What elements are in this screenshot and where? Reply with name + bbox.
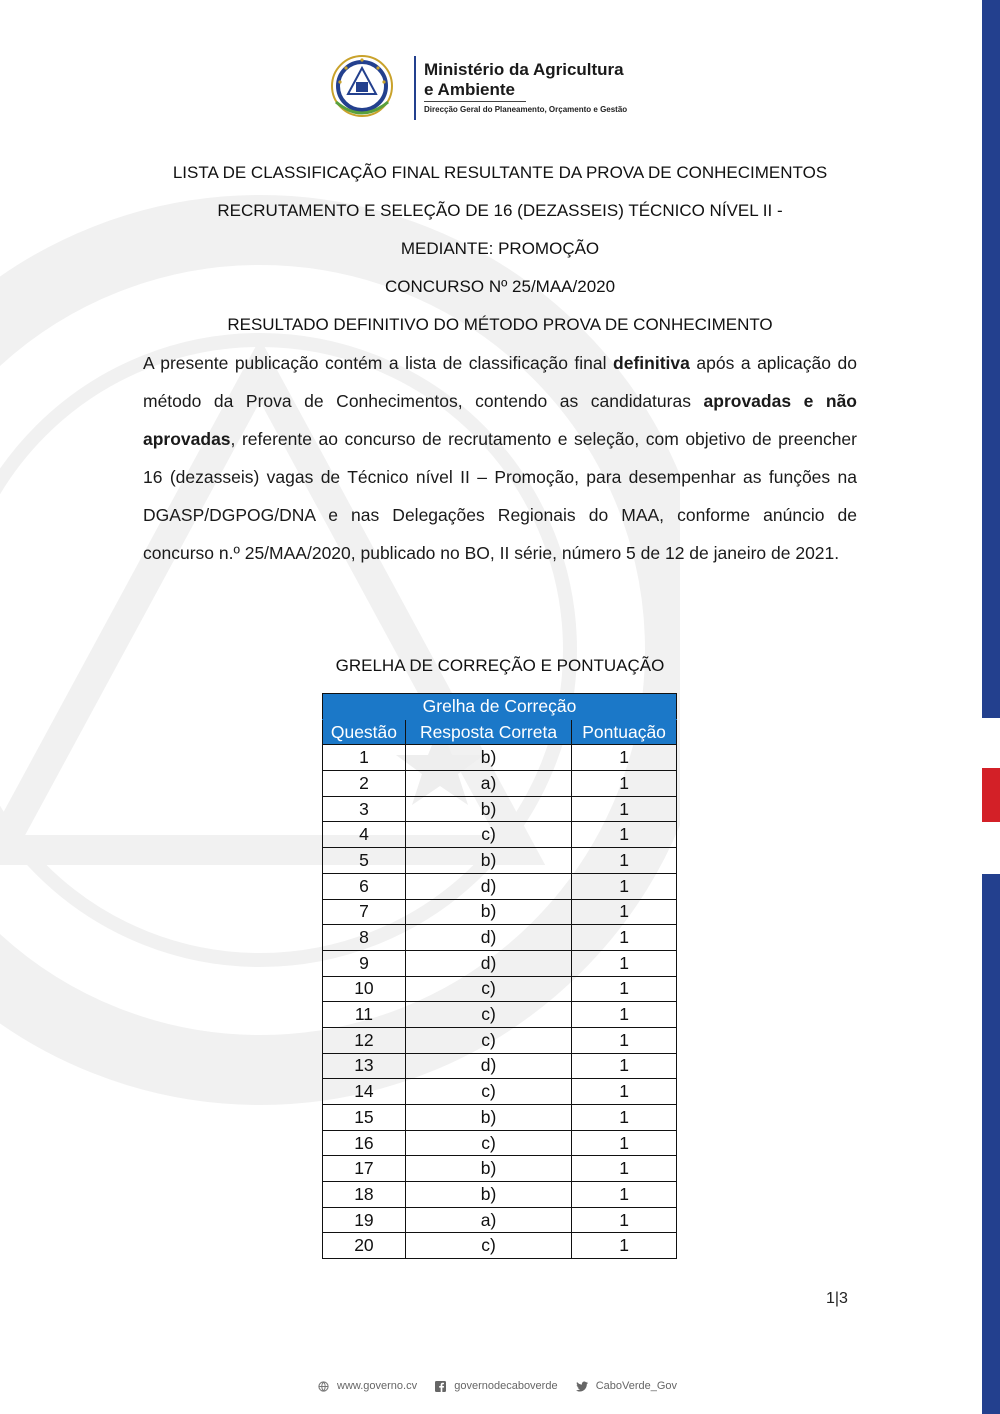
- cell-resposta: c): [405, 1130, 571, 1156]
- table-row: [323, 848, 677, 874]
- cell-resposta: c): [405, 1079, 571, 1105]
- ministry-line-2: e Ambiente: [424, 80, 516, 99]
- cell-pontuacao: 1: [572, 745, 677, 771]
- table-row: [323, 1105, 677, 1131]
- brand-strip-blue-bottom: [982, 874, 1000, 1414]
- table-row: [323, 1002, 677, 1028]
- cell-pontuacao: 1: [572, 976, 677, 1002]
- intro-text-1: A presente publicação contém a lista de classificação final: [143, 353, 614, 373]
- cell-pontuacao: 1: [572, 796, 677, 822]
- footer-facebook: governodecaboverde: [454, 1380, 558, 1392]
- cell-resposta: a): [405, 1207, 571, 1233]
- cell-questao: 4: [323, 822, 406, 848]
- cell-questao: 14: [323, 1079, 406, 1105]
- cell-pontuacao: 1: [572, 1105, 677, 1131]
- cell-resposta: c): [405, 822, 571, 848]
- cell-resposta: b): [405, 1182, 571, 1208]
- page-number: 1|3: [826, 1290, 848, 1307]
- cell-resposta: b): [405, 1105, 571, 1131]
- cell-resposta: b): [405, 796, 571, 822]
- cell-resposta: b): [405, 745, 571, 771]
- grid-super-header: Grelha de Correção: [323, 694, 677, 720]
- cell-resposta: d): [405, 873, 571, 899]
- table-row: [323, 1156, 677, 1182]
- cell-pontuacao: 1: [572, 1130, 677, 1156]
- cell-questao: 6: [323, 873, 406, 899]
- cell-questao: 17: [323, 1156, 406, 1182]
- cell-pontuacao: 1: [572, 1182, 677, 1208]
- ministry-subtitle: Direcção Geral do Planeamento, Orçamento e Gestão: [424, 105, 628, 114]
- table-row: [323, 873, 677, 899]
- grid-heading: GRELHA DE CORREÇÃO E PONTUAÇÃO: [335, 656, 665, 675]
- cell-resposta: b): [405, 899, 571, 925]
- column-header-pontuacao: Pontuação: [572, 719, 677, 745]
- cell-pontuacao: 1: [572, 1156, 677, 1182]
- title-line-4: CONCURSO Nº 25/MAA/2020: [384, 277, 616, 296]
- footer-social: [0, 1380, 1000, 1392]
- footer-website: www.governo.cv: [337, 1380, 418, 1392]
- cell-pontuacao: 1: [572, 950, 677, 976]
- table-row: [323, 1027, 677, 1053]
- table-row: [323, 899, 677, 925]
- cell-resposta: d): [405, 925, 571, 951]
- correction-grid-table: [322, 693, 677, 1259]
- cell-pontuacao: 1: [572, 1233, 677, 1259]
- title-line-5: RESULTADO DEFINITIVO DO MÉTODO PROVA DE CONHECIMENTO: [227, 315, 773, 334]
- cell-questao: 8: [323, 925, 406, 951]
- cell-pontuacao: 1: [572, 1079, 677, 1105]
- table-row: [323, 822, 677, 848]
- cell-resposta: c): [405, 1233, 571, 1259]
- table-row: [323, 1053, 677, 1079]
- cell-resposta: c): [405, 1002, 571, 1028]
- cell-questao: 3: [323, 796, 406, 822]
- cell-questao: 1: [323, 745, 406, 771]
- cell-questao: 13: [323, 1053, 406, 1079]
- table-row: [323, 796, 677, 822]
- intro-paragraph: [143, 344, 857, 572]
- cell-questao: 11: [323, 1002, 406, 1028]
- cell-pontuacao: 1: [572, 1053, 677, 1079]
- cell-resposta: b): [405, 848, 571, 874]
- cell-questao: 16: [323, 1130, 406, 1156]
- cell-questao: 10: [323, 976, 406, 1002]
- table-row: [323, 1233, 677, 1259]
- cell-pontuacao: 1: [572, 1027, 677, 1053]
- cell-questao: 20: [323, 1233, 406, 1259]
- table-row: [323, 771, 677, 797]
- cell-pontuacao: 1: [572, 1207, 677, 1233]
- grid-body: [323, 745, 677, 1259]
- cell-pontuacao: 1: [572, 925, 677, 951]
- ministry-line-1: Ministério da Agricultura: [424, 60, 624, 79]
- cell-questao: 2: [323, 771, 406, 797]
- cell-pontuacao: 1: [572, 899, 677, 925]
- title-line-3: MEDIANTE: PROMOÇÃO: [400, 239, 600, 258]
- cell-pontuacao: 1: [572, 822, 677, 848]
- ministry-name: [424, 60, 624, 100]
- cell-pontuacao: 1: [572, 848, 677, 874]
- cell-resposta: c): [405, 976, 571, 1002]
- cell-resposta: d): [405, 950, 571, 976]
- cape-verde-coat-of-arms-icon: [326, 52, 398, 124]
- cell-resposta: b): [405, 1156, 571, 1182]
- cell-questao: 15: [323, 1105, 406, 1131]
- table-row: [323, 1130, 677, 1156]
- cell-resposta: c): [405, 1027, 571, 1053]
- title-line-2: RECRUTAMENTO E SELEÇÃO DE 16 (DEZASSEIS) TÉCNICO NÍVEL II -: [217, 201, 783, 220]
- column-header-resposta: Resposta Correta: [405, 719, 571, 745]
- column-header-questao: Questão: [323, 719, 406, 745]
- cell-pontuacao: 1: [572, 1002, 677, 1028]
- cell-resposta: a): [405, 771, 571, 797]
- globe-icon: [318, 1381, 329, 1392]
- table-row: [323, 925, 677, 951]
- footer-website-item[interactable]: [318, 1380, 425, 1392]
- intro-text-3: , referente ao concurso de recrutamento e seleção, com objetivo de preencher 16 (dezasseis) vagas de Técnico nível II – Promoção, para desempenhar as funções na DGASP/DGPOG/DNA e nas Delegações Regionais do MAA, conforme anúncio de concurso n.º 25/MAA/2020, publicado no BO, II série, número 5 de 12 de janeiro de 2021.: [143, 429, 857, 563]
- table-row: [323, 976, 677, 1002]
- cell-questao: 5: [323, 848, 406, 874]
- title-line-1: LISTA DE CLASSIFICAÇÃO FINAL RESULTANTE DA PROVA DE CONHECIMENTOS: [172, 163, 828, 182]
- brand-strip-blue-top: [982, 0, 1000, 718]
- brand-strip-red: [982, 768, 1000, 822]
- cell-questao: 7: [323, 899, 406, 925]
- ministry-rule: [424, 101, 526, 102]
- facebook-icon: [435, 1381, 446, 1392]
- intro-bold-aprovadas: aprovadas e não aprovadas: [143, 391, 857, 449]
- table-row: [323, 1079, 677, 1105]
- table-row: [323, 745, 677, 771]
- footer-twitter-item[interactable]: [576, 1380, 682, 1392]
- cell-questao: 12: [323, 1027, 406, 1053]
- table-row: [323, 950, 677, 976]
- intro-bold-definitiva: definitiva: [613, 353, 690, 373]
- twitter-icon: [576, 1381, 588, 1392]
- header-divider: [414, 56, 416, 120]
- cell-resposta: d): [405, 1053, 571, 1079]
- cell-pontuacao: 1: [572, 873, 677, 899]
- ministry-logo: [326, 52, 666, 124]
- table-row: [323, 1182, 677, 1208]
- cell-pontuacao: 1: [572, 771, 677, 797]
- cell-questao: 9: [323, 950, 406, 976]
- footer-facebook-item[interactable]: [435, 1380, 565, 1392]
- table-row: [323, 1207, 677, 1233]
- cell-questao: 19: [323, 1207, 406, 1233]
- intro-text-2: após a aplicação do método da Prova de Conhecimentos, contendo as candidaturas: [143, 353, 857, 411]
- footer-twitter: CaboVerde_Gov: [595, 1380, 678, 1392]
- cell-questao: 18: [323, 1182, 406, 1208]
